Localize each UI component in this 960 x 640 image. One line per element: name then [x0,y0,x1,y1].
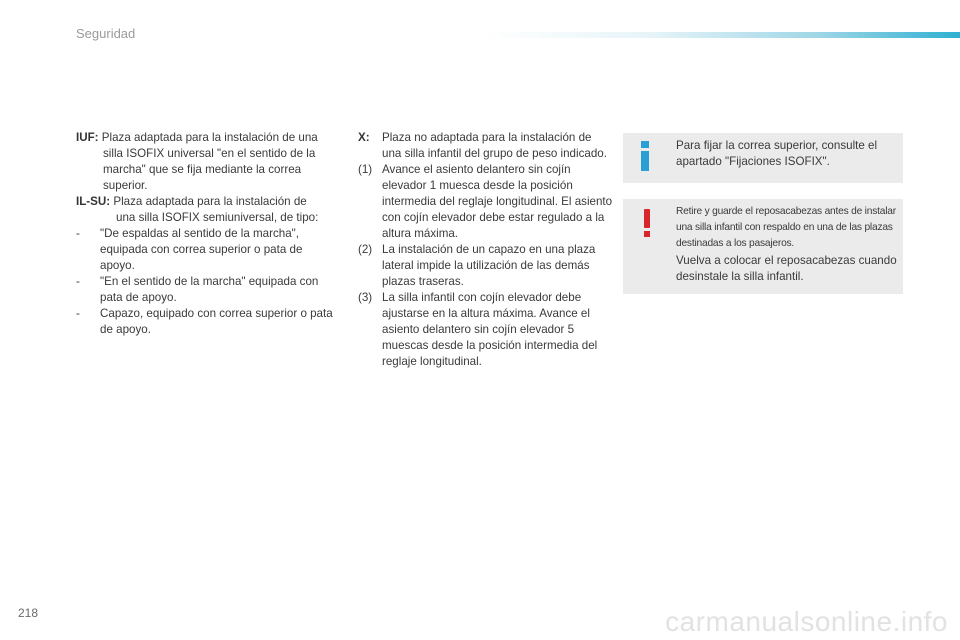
info-icon [641,141,649,171]
warning-text-normal: Vuelva a colocar el reposacabezas cuando desinstale la silla infantil. [676,254,897,283]
footnote-mark: (2) [358,243,373,256]
term-iuf: IUF: [76,131,99,144]
definition-ilsu-rest: una silla ISOFIX semiuniversal, de tipo: [116,211,319,224]
footnote [358,290,613,370]
list-item [76,226,338,274]
list-dash: - [76,307,80,320]
footnote-mark: (3) [358,291,373,304]
watermark: carmanualsonline.info [665,606,948,637]
term-x: X: [358,131,370,144]
middle-column [358,130,613,370]
definition-iuf [76,130,338,194]
footnote-text: La instalación de un capazo en una plaza lateral impide la utilización de las demás plazas traseras. [382,243,596,288]
list-dash: - [76,275,80,288]
left-column [76,130,338,338]
warning-box [623,199,903,294]
definition-x-text: Plaza no adaptada para la instalación de una silla infantil del grupo de peso indicado. [382,131,607,160]
warning-text [676,204,898,285]
footnote-text: Avance el asiento delantero sin cojín elevador 1 muesca desde la posición intermedia del reglaje longitudinal. El asiento con cojín elevador debe estar regulado a la altura máxima. [382,163,613,240]
list-item-text: "De espaldas al sentido de la marcha", equipada con correa superior o pata de apoyo. [100,227,303,272]
header-accent-bar [485,32,960,38]
definition-x [358,130,613,162]
warning-text-small: Retire y guarde el reposacabezas antes de instalar una silla infantil con respaldo en una de las plazas destinadas a los pasajeros. [676,206,896,249]
list-item [76,274,338,306]
definition-iuf-rest: silla ISOFIX universal "en el sentido de la marcha" que se fija mediante la correa superior. [103,147,316,192]
list-item-text: Capazo, equipado con correa superior o pata de apoyo. [100,307,333,336]
definition-iuf-first: Plaza adaptada para la instalación de una [101,131,318,144]
footnote-mark: (1) [358,163,373,176]
info-box [623,133,903,183]
list-item [76,306,338,338]
section-title: Seguridad [76,26,136,41]
definition-ilsu [76,194,338,226]
warning-icon [644,209,650,239]
info-text: Para fijar la correa superior, consulte el apartado "Fijaciones ISOFIX". [676,139,878,168]
footnote [358,242,613,290]
footnote-text: La silla infantil con cojín elevador debe ajustarse en la altura máxima. Avance el asiento delantero sin cojín elevador 5 muescas desde la posición intermedia del reglaje longitudinal. [382,291,598,368]
list-dash: - [76,227,80,240]
term-ilsu: IL-SU: [76,195,111,208]
list-item-text: "En el sentido de la marcha" equipada con pata de apoyo. [100,275,319,304]
definition-ilsu-first: Plaza adaptada para la instalación de [113,195,307,208]
page-number: 218 [18,606,39,620]
footnote [358,162,613,242]
